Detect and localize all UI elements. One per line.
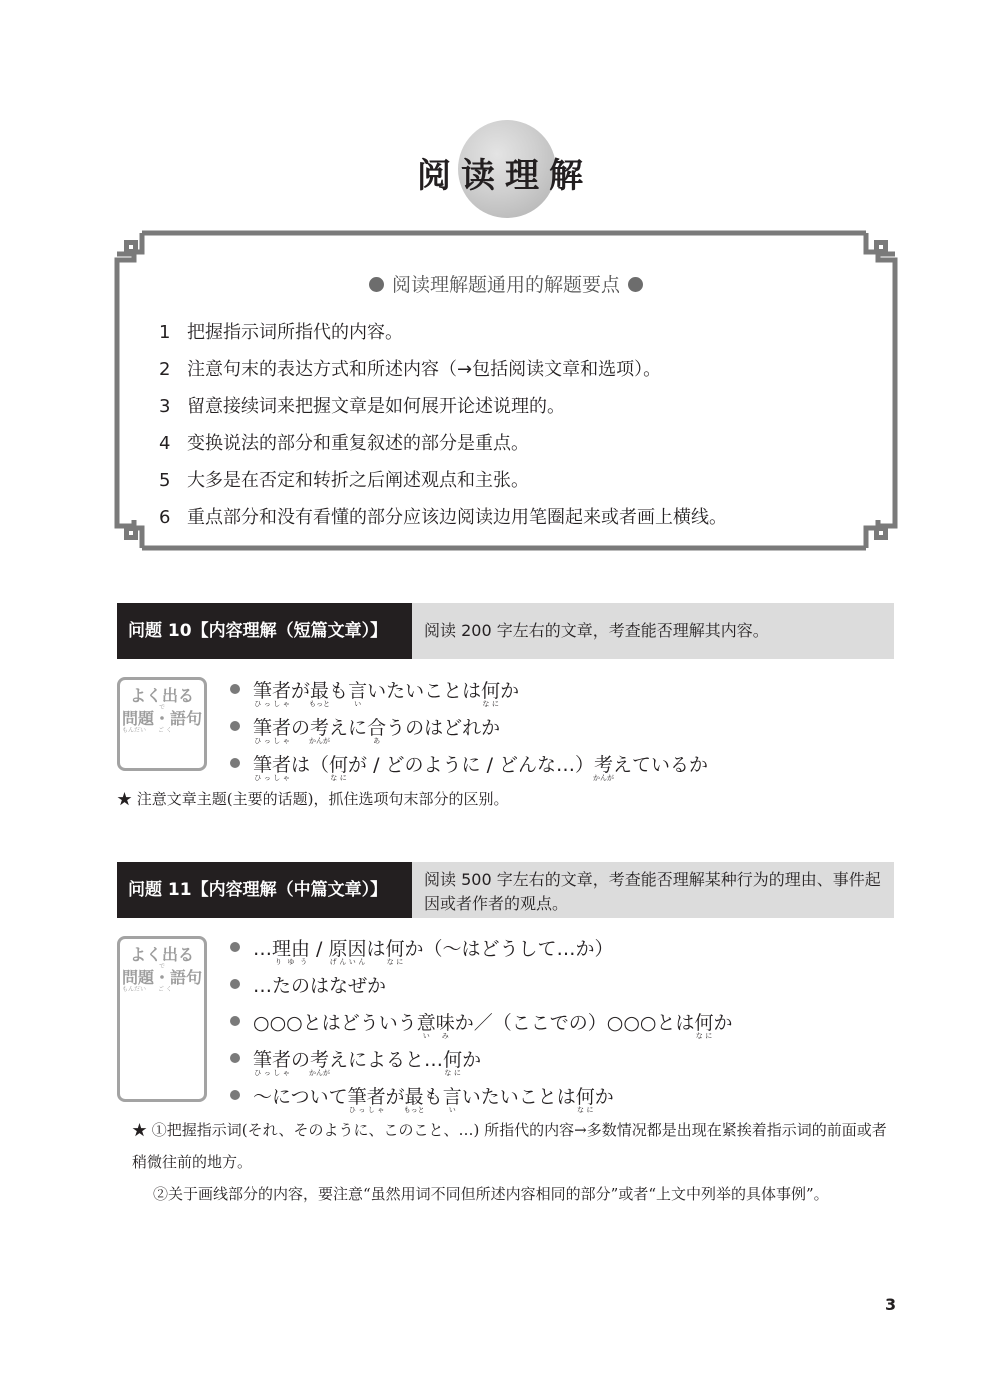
frequent-questions-box: よく出る で 問題・語句 もんだい ご く xyxy=(117,936,207,1102)
page-title: 阅读理解 xyxy=(417,156,593,196)
tip-item: 6 重点部分和没有看懂的部分应该边阅读边用笔圈起来或者画上横线。 xyxy=(159,507,727,528)
question-phrase: 筆者ひっしゃは（何なにが / どのように / どんな…）考かんがえているか xyxy=(228,750,708,787)
section-note-1: ★ ①把握指示词(それ、そのように、このこと、…) 所指代的内容→多数情况都是出现在紧挨着指示词的前面或者稍微往前的地方。 xyxy=(132,1121,887,1171)
tip-item: 5 大多是在否定和转折之后阐述观点和主张。 xyxy=(159,470,529,491)
section-header-10 xyxy=(117,603,894,659)
page-number: 3 xyxy=(885,1295,897,1314)
section-description: 阅读 500 字左右的文章，考查能否理解某种行为的理由、事件起因或者作者的观点。 xyxy=(412,862,894,918)
section-label: 问题 10【内容理解（短篇文章）】 xyxy=(117,603,412,659)
question-phrase: …たのはなぜか xyxy=(228,971,733,1008)
tip-item: 2 注意句末的表达方式和所述内容（→包括阅读文章和选项）。 xyxy=(159,359,662,380)
bullet-dot-icon xyxy=(628,277,643,292)
section-note: ★ 注意文章主题(主要的话题)，抓住选项句末部分的区别。 xyxy=(117,790,509,808)
tips-frame xyxy=(114,230,898,552)
frequent-questions-box: よく出る で 問題・語句 もんだい ご く xyxy=(117,677,207,771)
question-phrase: 筆者ひっしゃの考かんがえによると…何なにか xyxy=(228,1045,733,1082)
tips-heading-text: 阅读理解题通用的解题要点 xyxy=(391,274,620,296)
bullet-dot-icon xyxy=(369,277,384,292)
question-phrase: 筆者ひっしゃが最もっとも言いいたいことは何なにか xyxy=(228,676,708,713)
section-label: 问题 11【内容理解（中篇文章）】 xyxy=(117,862,412,918)
question-phrase-list xyxy=(228,934,733,1119)
tip-item: 4 变换说法的部分和重复叙述的部分是重点。 xyxy=(159,433,529,454)
section-note-2: ②关于画线部分的内容，要注意“虽然用词不同但所述内容相同的部分”或者“上文中列举的具体事例”。 xyxy=(153,1185,829,1203)
tips-heading xyxy=(114,270,898,297)
question-phrase: ○○○とはどういう意味いみか／（ここでの）○○○とは何なにか xyxy=(228,1008,733,1045)
section-header-11 xyxy=(117,862,894,918)
tip-item: 1 把握指示词所指代的内容。 xyxy=(159,322,403,343)
tip-item: 3 留意接续词来把握文章是如何展开论述说理的。 xyxy=(159,396,565,417)
section-description: 阅读 200 字左右的文章，考查能否理解其内容。 xyxy=(412,603,894,659)
question-phrase: …理由りゆう / 原因げんいんは何なにか（～はどうして…か） xyxy=(228,934,733,971)
page-title-block xyxy=(380,110,630,230)
question-phrase-list xyxy=(228,676,708,787)
question-phrase: ～について筆者ひっしゃが最もっとも言いいたいことは何なにか xyxy=(228,1082,733,1119)
question-phrase: 筆者ひっしゃの考かんがえに合あうのはどれか xyxy=(228,713,708,750)
tips-list xyxy=(159,318,727,540)
